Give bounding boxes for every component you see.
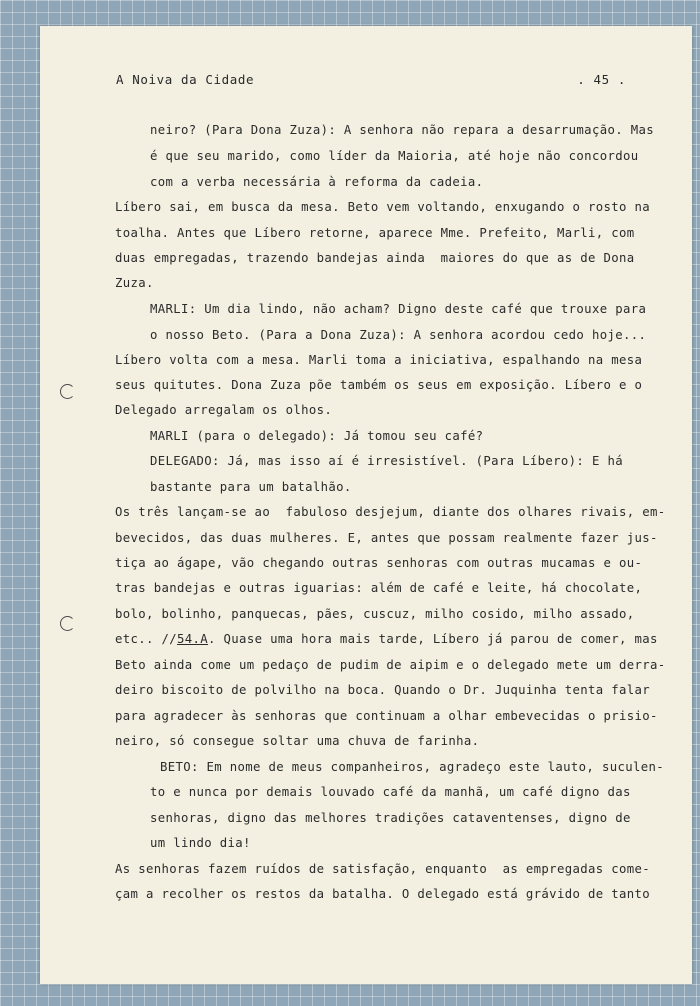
text-segment: etc.. // xyxy=(115,632,178,646)
text-line: Beto ainda come um pedaço de pudim de aipim e o delegado mete um derra- xyxy=(115,658,666,672)
text-line: um lindo dia! xyxy=(150,836,251,850)
punch-hole-bottom xyxy=(60,616,75,631)
bleed-through-text xyxy=(580,176,700,976)
text-line: bolo, bolinho, panquecas, pães, cuscuz, milho cosido, milho assado, xyxy=(115,607,635,621)
text-line: BETO: Em nome de meus companheiros, agradeço este lauto, suculen- xyxy=(160,760,664,774)
text-line: Zuza. xyxy=(115,276,154,290)
text-line: neiro, só consegue soltar uma chuva de farinha. xyxy=(115,734,480,748)
text-line: MARLI (para o delegado): Já tomou seu café? xyxy=(150,429,484,443)
text-line: é que seu marido, como líder da Maioria, até hoje não concordou xyxy=(150,149,639,163)
punch-hole-top xyxy=(60,384,75,399)
text-line: Líbero sai, em busca da mesa. Beto vem voltando, enxugando o rosto na xyxy=(115,200,650,214)
text-line: senhoras, digno das melhores tradições cataventenses, digno de xyxy=(150,811,631,825)
text-line: neiro? (Para Dona Zuza): A senhora não repara a desarrumação. Mas xyxy=(150,123,654,137)
text-line: çam a recolher os restos da batalha. O delegado está grávido de tanto xyxy=(115,887,650,901)
text-line: tiça ao ágape, vão chegando outras senhoras com outras mucamas e ou- xyxy=(115,556,643,570)
text-line: As senhoras fazem ruídos de satisfação, enquanto as empregadas come- xyxy=(115,862,650,876)
text-line: bevecidos, das duas mulheres. E, antes que possam realmente fazer jus- xyxy=(115,531,658,545)
text-line xyxy=(115,632,658,646)
text-segment: . Quase uma hora mais tarde, Líbero já parou de comer, mas xyxy=(208,632,658,646)
text-line: duas empregadas, trazendo bandejas ainda maiores do que as de Dona xyxy=(115,251,635,265)
text-line: seus quitutes. Dona Zuza põe também os seus em exposição. Líbero e o xyxy=(115,378,643,392)
text-line: tras bandejas e outras iguarias: além de café e leite, há chocolate, xyxy=(115,581,643,595)
text-line: deiro biscoito de polvilho na boca. Quando o Dr. Juquinha tenta falar xyxy=(115,683,650,697)
text-line: bastante para um batalhão. xyxy=(150,480,352,494)
text-line: com a verba necessária à reforma da cadeia. xyxy=(150,175,484,189)
text-line: para agradecer às senhoras que continuam a olhar embevecidas o prisio- xyxy=(115,709,658,723)
text-line: DELEGADO: Já, mas isso aí é irresistível. (Para Líbero): E há xyxy=(150,454,623,468)
text-line: Líbero volta com a mesa. Marli toma a iniciativa, espalhando na mesa xyxy=(115,353,643,367)
text-line: Delegado arregalam os olhos. xyxy=(115,403,333,417)
document-title: A Noiva da Cidade xyxy=(116,72,255,87)
text-line: o nosso Beto. (Para a Dona Zuza): A senhora acordou cedo hoje... xyxy=(150,328,647,342)
text-line: to e nunca por demais louvado café da manhã, um café digno das xyxy=(150,785,631,799)
page-number: . 45 . xyxy=(577,72,626,87)
text-line: MARLI: Um dia lindo, não acham? Digno deste café que trouxe para xyxy=(150,302,647,316)
page-header xyxy=(116,72,626,87)
text-line: toalha. Antes que Líbero retorne, aparece Mme. Prefeito, Marli, com xyxy=(115,226,635,240)
text-line: Os três lançam-se ao fabuloso desjejum, diante dos olhares rivais, em- xyxy=(115,505,666,519)
page-reference-marker: 54.A xyxy=(177,632,209,646)
